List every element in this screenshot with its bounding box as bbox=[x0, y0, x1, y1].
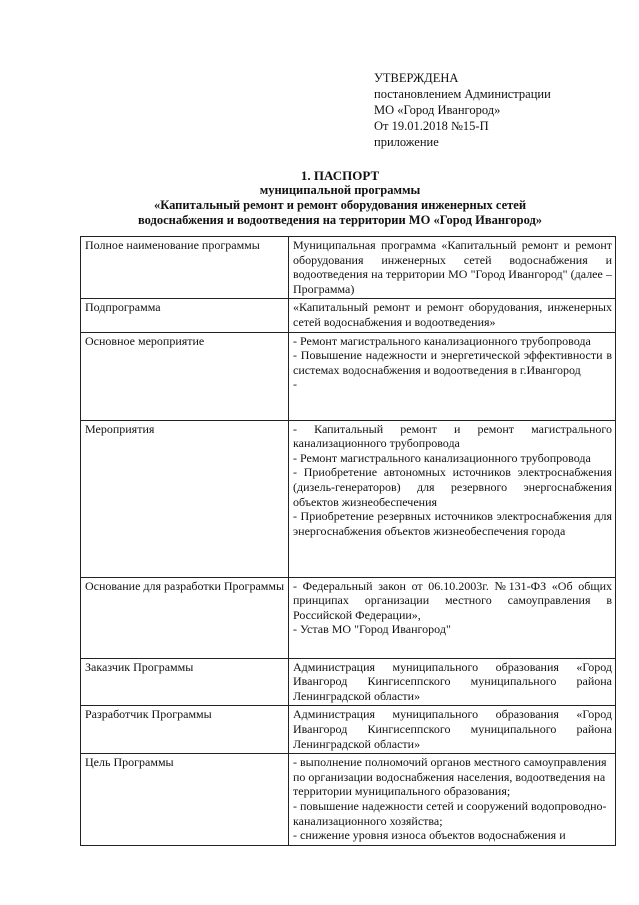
row-value bbox=[289, 754, 616, 846]
value-line: - Ремонт магистрального канализационного трубопровода bbox=[293, 333, 591, 348]
table-row bbox=[81, 299, 616, 332]
value-line: «Капитальный ремонт и ремонт оборудования, инженерных сетей водоснабжения и водоотведения» bbox=[293, 300, 612, 329]
value-line: - Повышение надежности и энергетической эффективности в системах водоснабжения и водоотведения в г.Ивангород bbox=[293, 348, 612, 377]
row-label: Мероприятия bbox=[81, 420, 289, 577]
approval-line: МО «Город Ивангород» bbox=[374, 103, 501, 117]
value-line: - выполнение полномочий органов местного самоуправления по организации водоснабжения населения, водоотведения на территории муниципального образования; bbox=[293, 755, 607, 799]
row-value bbox=[289, 332, 616, 420]
approval-stamp bbox=[374, 70, 551, 150]
value-line: - Приобретение резервных источников электроснабжения для энергоснабжения объектов жизнеобеспечения города bbox=[293, 509, 612, 538]
row-value bbox=[289, 706, 616, 754]
heading-title: 1. ПАСПОРТ bbox=[300, 168, 380, 183]
value-line: - Приобретение автономных источников электроснабжения (дизель-генераторов) для резервного энергоснабжения объектов жизнеобеспечения bbox=[293, 465, 612, 509]
row-label: Разработчик Программы bbox=[81, 706, 289, 754]
heading-program-name-cont: водоснабжения и водоотведения на территории МО «Город Ивангород» bbox=[137, 213, 543, 227]
document-heading bbox=[60, 168, 620, 228]
row-label: Основание для разработки Программы bbox=[81, 577, 289, 658]
table-row bbox=[81, 332, 616, 420]
table-row bbox=[81, 420, 616, 577]
row-label: Заказчик Программы bbox=[81, 658, 289, 706]
row-label: Основное мероприятие bbox=[81, 332, 289, 420]
value-line: - Устав МО "Город Ивангород" bbox=[293, 622, 451, 637]
row-value bbox=[289, 237, 616, 299]
value-line: Администрация муниципального образования «Город Ивангород Кингисеппского муниципального района Ленинградской области» bbox=[293, 659, 612, 703]
table-row bbox=[81, 237, 616, 299]
approval-line: приложение bbox=[374, 135, 439, 149]
passport-table bbox=[80, 236, 616, 846]
table-row bbox=[81, 577, 616, 658]
row-value bbox=[289, 299, 616, 332]
row-value bbox=[289, 420, 616, 577]
row-label: Подпрограмма bbox=[81, 299, 289, 332]
value-line: - Федеральный закон от 06.10.2003г. №131-ФЗ «Об общих принципах организации местного самоуправления в Российской Федерации», bbox=[293, 578, 612, 622]
approval-line: УТВЕРЖДЕНА bbox=[374, 71, 459, 85]
heading-program-name: «Капитальный ремонт и ремонт оборудования инженерных сетей bbox=[153, 198, 527, 212]
value-line: - Ремонт магистрального канализационного трубопровода bbox=[293, 450, 591, 465]
row-label: Полное наименование программы bbox=[81, 237, 289, 299]
row-value bbox=[289, 658, 616, 706]
value-line: - bbox=[293, 377, 297, 392]
value-line: - Капитальный ремонт и ремонт магистрального канализационного трубопровода bbox=[293, 421, 612, 451]
value-line: - повышение надежности сетей и сооружений водопроводно-канализационного хозяйства; bbox=[293, 798, 607, 828]
approval-line: От 19.01.2018 №15-П bbox=[374, 119, 489, 133]
table-row bbox=[81, 706, 616, 754]
heading-subtitle: муниципальной программы bbox=[259, 183, 421, 197]
value-line: Муниципальная программа «Капитальный ремонт и ремонт оборудования инженерных сетей водоснабжения и водоотведения на территории МО "Город Ивангород" (далее – Программа) bbox=[293, 238, 612, 296]
row-value bbox=[289, 577, 616, 658]
row-label: Цель Программы bbox=[81, 754, 289, 846]
table-row bbox=[81, 754, 616, 846]
value-line: - снижение уровня износа объектов водоснабжения и bbox=[293, 828, 566, 843]
approval-line: постановлением Администрации bbox=[374, 87, 551, 101]
table-row bbox=[81, 658, 616, 706]
value-line: Администрация муниципального образования «Город Ивангород Кингисеппского муниципального района Ленинградской области» bbox=[293, 707, 612, 751]
